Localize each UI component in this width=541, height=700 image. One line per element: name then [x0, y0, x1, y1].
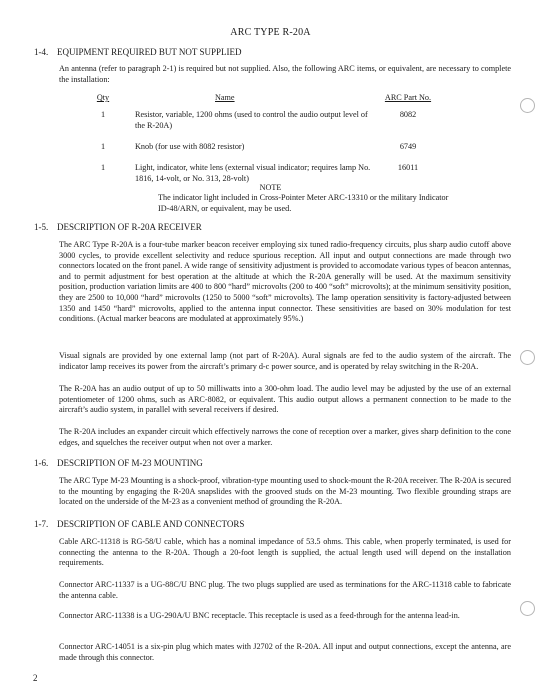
page-header: ARC TYPE R-20A	[230, 27, 311, 38]
intro-paragraph: An antenna (refer to paragraph 2-1) is required but not supplied. Also, the following ARC items, or equivalent, are necessary to complete the installation:	[59, 64, 511, 84]
row-qty: 1	[100, 110, 106, 119]
binder-hole	[520, 350, 535, 365]
mounting-paragraph: The ARC Type M-23 Mounting is a shock-proof, vibration-type mounting used to shock-mount the R-20A receiver. The R-20A is secured to the mounting by engaging the R-20A snapslides with the grooved studs on the M-23 mounting. Two flexible grounding straps are located on the underside of the M-23 as a convenient method of grounding the R-20A.	[59, 476, 511, 507]
header-qty: Qty	[96, 93, 110, 102]
section-title: DESCRIPTION OF R-20A RECEIVER	[57, 222, 202, 232]
header-name: Name	[215, 93, 235, 102]
section-number: 1-6.	[34, 458, 49, 468]
section-heading-1-4	[34, 47, 242, 57]
cable-paragraph-3: Connector ARC-11338 is a UG-290A/U BNC receptacle. This receptacle is used as a feed-through for the antenna lead-in.	[59, 611, 460, 620]
section-heading-1-7	[34, 519, 244, 529]
table-row	[90, 142, 460, 163]
table-row	[90, 110, 460, 142]
note-label: NOTE	[259, 183, 282, 192]
section-heading-1-6	[34, 458, 203, 468]
section-number: 1-7.	[34, 519, 49, 529]
row-name: Light, indicator, white lens (external visual indicator; requires lamp No. 1816, 14-volt, or No. 313, 28-volt)	[135, 163, 371, 183]
cable-paragraph-1: Cable ARC-11318 is RG-58/U cable, which has a nominal impedance of 53.5 ohms. This cable, when properly terminated, is used for connecting the antenna to the R-20A. Though a 20-foot length is supplied, the actual length used will depend on the installation requirements.	[59, 537, 511, 568]
section-number: 1-5.	[34, 222, 49, 232]
cable-paragraph-4: Connector ARC-14051 is a six-pin plug which mates with J2702 of the R-20A. All input and output connections, except the antenna, are made through this connector.	[59, 642, 511, 662]
page-number: 2	[33, 673, 38, 683]
table-row	[90, 163, 460, 185]
binder-hole	[520, 98, 535, 113]
binder-hole	[520, 601, 535, 616]
row-part-number: 8082	[399, 110, 417, 119]
row-qty: 1	[100, 163, 106, 172]
section-number: 1-4.	[34, 47, 49, 57]
equipment-table	[90, 93, 460, 185]
section-title: DESCRIPTION OF M-23 MOUNTING	[57, 458, 203, 468]
row-part-number: 16011	[397, 163, 419, 172]
table-header	[90, 93, 460, 109]
row-name: Knob (for use with 8082 resistor)	[135, 142, 245, 151]
note-text: The indicator light included in Cross-Pointer Meter ARC-13310 or the military Indicator ID-48/ARN, or equivalent, may be used.	[158, 193, 449, 213]
section-title: EQUIPMENT REQUIRED BUT NOT SUPPLIED	[57, 47, 242, 57]
row-qty: 1	[100, 142, 106, 151]
section-title: DESCRIPTION OF CABLE AND CONNECTORS	[57, 519, 245, 529]
cable-paragraph-2: Connector ARC-11337 is a UG-88C/U BNC plug. The two plugs supplied are used as terminations for the ARC-11318 cable to fabricate the antenna cable.	[59, 580, 511, 600]
receiver-paragraph-2: Visual signals are provided by one external lamp (not part of R-20A). Aural signals are fed to the audio system of the aircraft. The indicator lamp receives its power from the aircraft’s primary d-c power source, and is operated by relay switching in the R-20A.	[59, 351, 511, 371]
receiver-paragraph-4: The R-20A includes an expander circuit which effectively narrows the cone of reception over a marker, gives sharp definition to the cone edges, and squelches the receiver output when not over a marker.	[59, 427, 511, 447]
header-part-number: ARC Part No.	[384, 93, 432, 102]
row-name: Resistor, variable, 1200 ohms (used to control the audio output level of the R-20A)	[135, 110, 368, 130]
receiver-paragraph-3: The R-20A has an audio output of up to 50 milliwatts into a 300-ohm load. The audio level may be adjusted by the use of an external potentiometer of 1200 ohms, such as ARC-8082, or equivalent. This audio output allows a permanent connection to be made to the aircraft’s audio system, in parallel with several receivers if desired.	[59, 384, 511, 415]
row-part-number: 6749	[399, 142, 417, 151]
receiver-paragraph-1: The ARC Type R-20A is a four-tube marker beacon receiver employing six tuned radio-frequency circuits, plus sharp audio cutoff above 3000 cycles, to provide excellent selectivity and reduce spurious reception. All input and output connections are made through two connectors located on the front panel. A wide range of sensitivity adjustment is provided to accomodate various types of beacon antennas, and to permit adjustment for best operation at the altitude at which the R-20A generally will be used. At the maximum sensitivity position, production variation limits are 400 to 800 “hard” microvolts (200 to 400 “soft” microvolts); at the minimum sensitivity position, they are 2500 to 10,000 “hard” microvolts (1250 to 5000 “soft” microvolts). The lamp operation sensitivity is factory-adjusted between 1350 and 1450 “hard” microvolts, applied to the antenna input connector. These sensitivities are based on 30% modulation for test conditions. (Actual marker beacons are modulated at approximately 95%.)	[59, 240, 511, 324]
section-heading-1-5	[34, 222, 202, 232]
